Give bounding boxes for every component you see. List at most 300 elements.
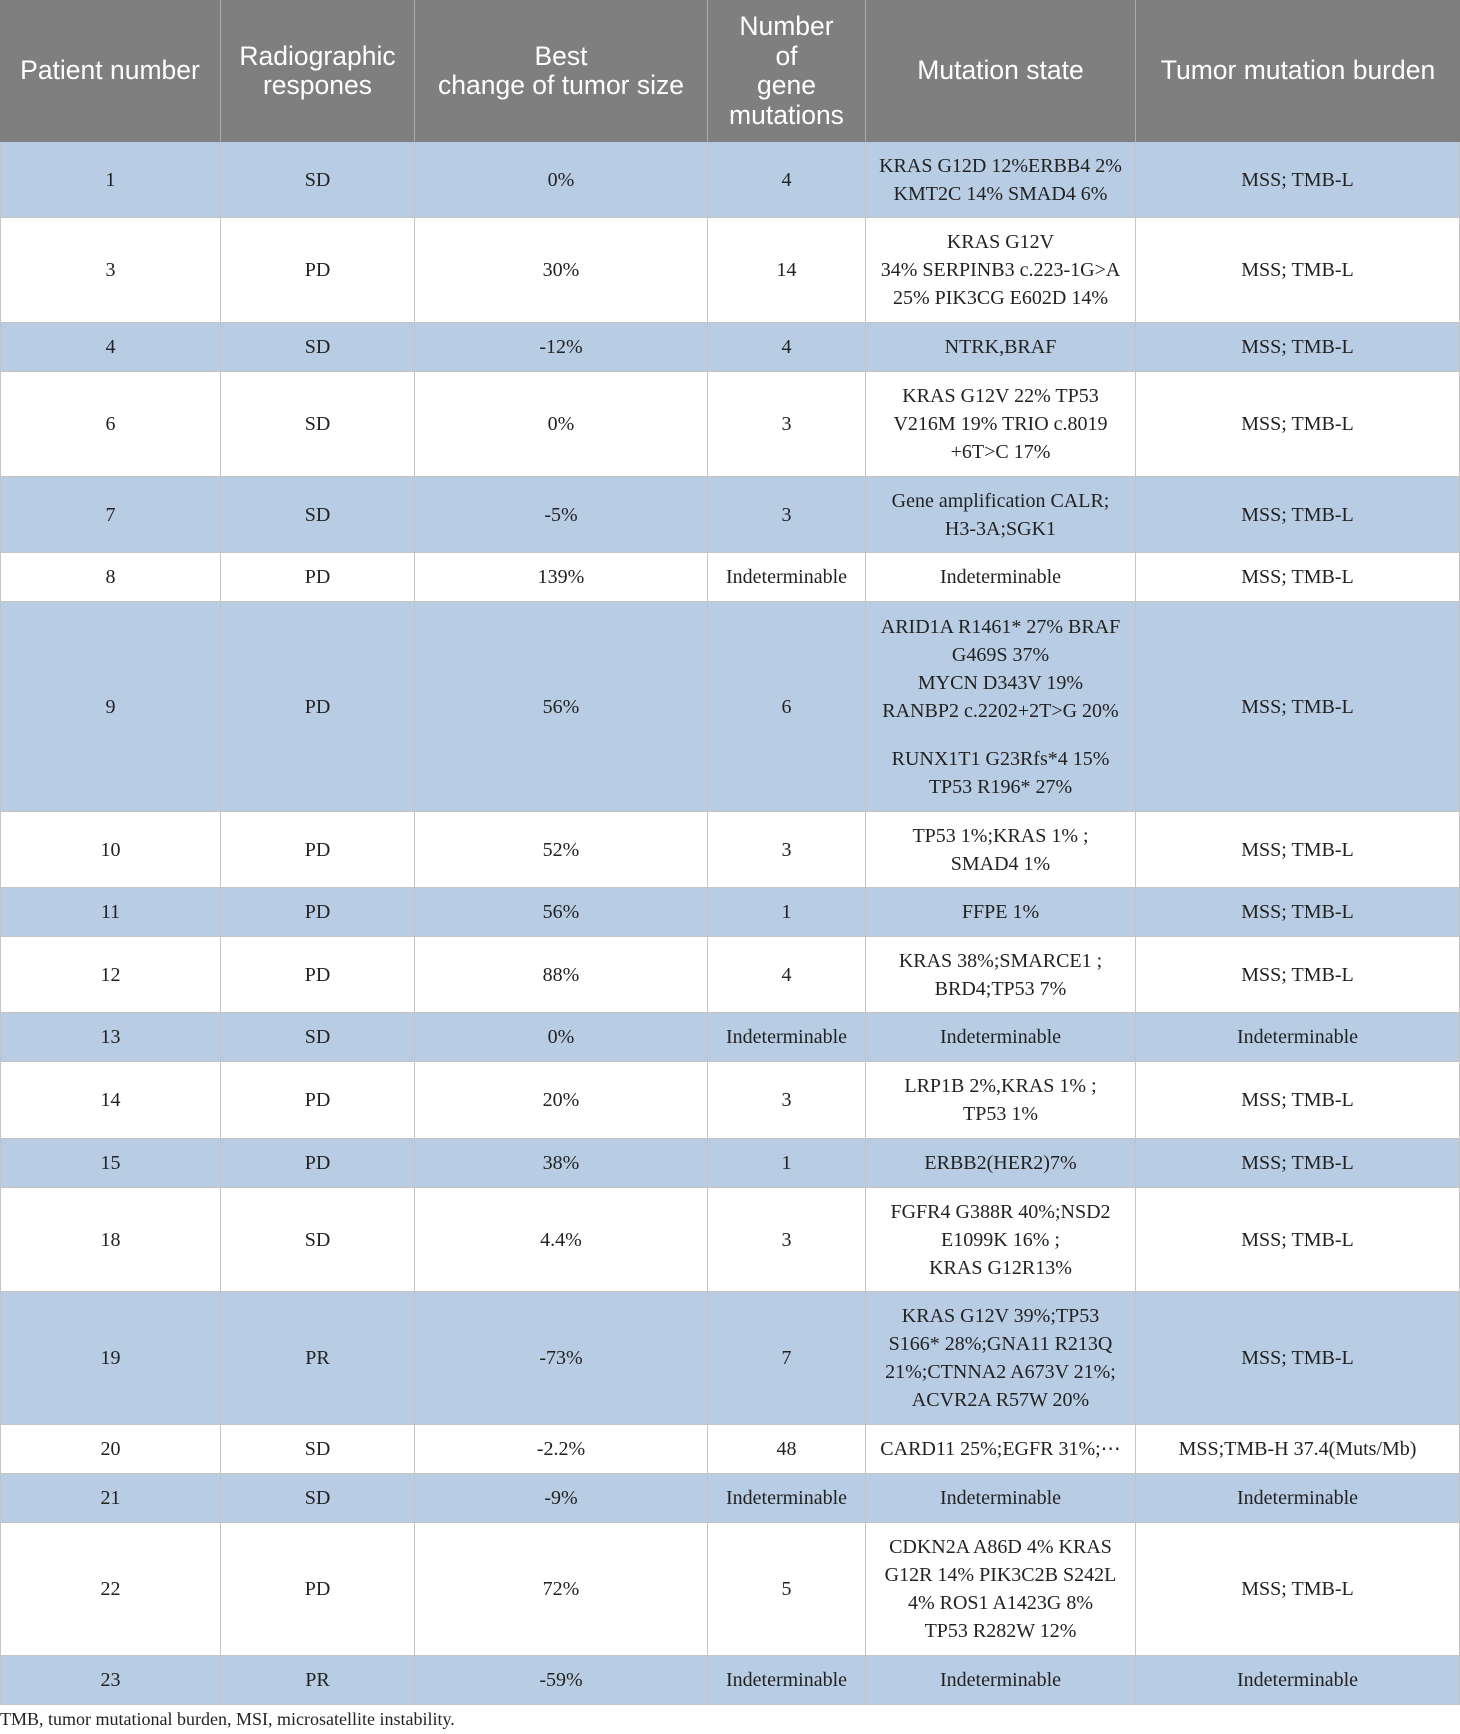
table-row xyxy=(0,218,1460,323)
gene-mutations-cell xyxy=(708,1139,866,1187)
best-change-value: 139% xyxy=(537,566,585,588)
gene-mutations-cell xyxy=(708,372,866,476)
mutation-line: V216M 19% TRIO c.8019 xyxy=(893,413,1108,435)
patient-number-value: 1 xyxy=(105,168,116,191)
mutation-line: ERBB2(HER2)7% xyxy=(924,1152,1077,1174)
header-gene-mutations xyxy=(708,0,866,142)
mutation-line: E1099K 16% ; xyxy=(941,1228,1060,1251)
gene-mutations-cell xyxy=(708,602,866,811)
table-row xyxy=(0,602,1460,812)
radiographic-response-value: SD xyxy=(304,1026,331,1048)
mutation-state-cell xyxy=(866,553,1136,601)
best-change-value: 88% xyxy=(542,963,580,986)
radiographic-response-cell xyxy=(221,372,415,476)
mutation-line: KRAS G12V 39%;TP53 xyxy=(901,1305,1100,1327)
tumor-mutation-burden-cell xyxy=(1136,888,1460,936)
patient-number-cell xyxy=(0,1062,221,1138)
mutation-line: KRAS G12V xyxy=(946,231,1055,253)
header-row xyxy=(0,0,1460,142)
best-change-cell xyxy=(415,812,708,887)
radiographic-response-cell xyxy=(221,1188,415,1291)
best-change-cell xyxy=(415,553,708,601)
mutation-line: SMAD4 1% xyxy=(950,852,1051,875)
mutation-state-cell xyxy=(866,1656,1136,1704)
radiographic-response-cell xyxy=(221,1062,415,1138)
mutation-line: 21%;CTNNA2 A673V 21%; xyxy=(885,1361,1116,1383)
mutation-paragraph xyxy=(890,1198,1110,1282)
radiographic-response-value: SD xyxy=(304,1438,331,1460)
gene-mutations-value: 4 xyxy=(781,336,792,358)
best-change-value: 30% xyxy=(542,259,580,281)
patient-number-value: 18 xyxy=(100,1228,121,1251)
best-change-cell xyxy=(415,323,708,371)
table-row xyxy=(0,142,1460,218)
best-change-value: 56% xyxy=(542,695,580,718)
radiographic-response-value: SD xyxy=(304,503,331,526)
table-row xyxy=(0,553,1460,602)
patient-number-value: 22 xyxy=(100,1578,121,1600)
tumor-mutation-burden-value: MSS; TMB-L xyxy=(1241,336,1354,358)
gene-mutations-value: 3 xyxy=(781,1228,792,1251)
best-change-cell xyxy=(415,142,708,217)
gene-mutations-cell xyxy=(708,142,866,217)
best-change-cell xyxy=(415,1292,708,1424)
header-best-change xyxy=(415,0,708,142)
tumor-mutation-burden-value: MSS; TMB-L xyxy=(1241,1152,1354,1174)
mutation-state-cell xyxy=(866,1425,1136,1473)
best-change-value: -12% xyxy=(539,336,583,358)
header-label-line: respones xyxy=(262,70,372,100)
radiographic-response-value: PD xyxy=(304,838,331,861)
mutation-state-cell xyxy=(866,1139,1136,1187)
best-change-value: 4.4% xyxy=(540,1228,582,1251)
mutation-state-cell xyxy=(866,1292,1136,1424)
best-change-cell xyxy=(415,602,708,811)
radiographic-response-value: SD xyxy=(304,1487,331,1509)
tumor-mutation-burden-value: MSS; TMB-L xyxy=(1241,413,1354,435)
best-change-cell xyxy=(415,1013,708,1061)
tumor-mutation-burden-cell xyxy=(1136,477,1460,552)
mutation-state-cell xyxy=(866,1474,1136,1522)
best-change-cell xyxy=(415,1523,708,1655)
radiographic-response-value: SD xyxy=(304,413,331,435)
header-label-line: Number xyxy=(739,11,834,41)
best-change-value: 56% xyxy=(542,901,580,923)
mutation-paragraph xyxy=(899,947,1102,1003)
radiographic-response-cell xyxy=(221,477,415,552)
best-change-value: -5% xyxy=(544,503,578,526)
best-change-value: 20% xyxy=(542,1089,580,1111)
gene-mutations-cell xyxy=(708,553,866,601)
best-change-cell xyxy=(415,218,708,322)
header-label-line: Best xyxy=(534,40,588,71)
tumor-mutation-burden-cell xyxy=(1136,218,1460,322)
patient-number-value: 8 xyxy=(105,566,116,588)
mutation-paragraph xyxy=(885,1533,1117,1645)
gene-mutations-value: Indeterminable xyxy=(725,1669,848,1691)
radiographic-response-cell xyxy=(221,218,415,322)
tumor-mutation-burden-cell xyxy=(1136,1139,1460,1187)
best-change-value: 38% xyxy=(542,1152,580,1174)
mutation-line: Indeterminable xyxy=(939,1026,1062,1048)
mutation-line: KRAS G12R13% xyxy=(929,1256,1072,1279)
table-row xyxy=(0,1013,1460,1062)
mutation-state-cell xyxy=(866,1523,1136,1655)
mutation-line: CDKN2A A86D 4% KRAS xyxy=(889,1536,1112,1558)
tumor-mutation-burden-value: Indeterminable xyxy=(1236,1487,1359,1509)
header-radiographic-response xyxy=(221,0,415,142)
mutation-state-cell xyxy=(866,812,1136,887)
mutation-line: 34% SERPINB3 c.223-1G>A xyxy=(880,259,1121,281)
mutation-state-cell xyxy=(866,142,1136,217)
mutation-line: FFPE 1% xyxy=(961,901,1040,923)
radiographic-response-value: PD xyxy=(304,566,331,588)
table-row xyxy=(0,937,1460,1013)
tumor-mutation-burden-value: MSS; TMB-L xyxy=(1241,901,1354,923)
tumor-mutation-burden-cell xyxy=(1136,323,1460,371)
gene-mutations-cell xyxy=(708,218,866,322)
mutation-line: LRP1B 2%,KRAS 1% ; xyxy=(904,1075,1097,1097)
patient-number-cell xyxy=(0,1292,221,1424)
header-label-line: mutations xyxy=(729,99,844,130)
mutation-state-cell xyxy=(866,477,1136,552)
mutation-line: Indeterminable xyxy=(939,1669,1062,1691)
table-body xyxy=(0,142,1460,1705)
table-row xyxy=(0,1474,1460,1523)
patient-number-cell xyxy=(0,372,221,476)
tumor-mutation-burden-cell xyxy=(1136,142,1460,217)
patient-number-cell xyxy=(0,218,221,322)
patient-number-value: 11 xyxy=(100,901,121,923)
gene-mutations-cell xyxy=(708,1656,866,1704)
tumor-mutation-burden-cell xyxy=(1136,1474,1460,1522)
tumor-mutation-burden-value: MSS; TMB-L xyxy=(1241,838,1354,861)
table-row xyxy=(0,1062,1460,1139)
best-change-cell xyxy=(415,1474,708,1522)
tumor-mutation-burden-value: MSS; TMB-L xyxy=(1241,695,1354,718)
header-label-line: change of tumor size xyxy=(438,70,684,100)
mutation-line: KRAS G12V 22% TP53 xyxy=(902,385,1099,407)
best-change-cell xyxy=(415,1139,708,1187)
gene-mutations-value: 5 xyxy=(781,1578,792,1600)
patient-number-value: 6 xyxy=(105,413,116,435)
table-row xyxy=(0,1292,1460,1425)
radiographic-response-value: PD xyxy=(304,901,331,923)
patient-number-cell xyxy=(0,1425,221,1473)
header-label-line: Patient number xyxy=(20,55,200,86)
gene-mutations-cell xyxy=(708,1425,866,1473)
best-change-value: 52% xyxy=(542,838,580,861)
gene-mutations-value: 4 xyxy=(781,963,792,986)
mutation-line: S166* 28%;GNA11 R213Q xyxy=(888,1333,1113,1355)
patient-number-cell xyxy=(0,812,221,887)
mutation-state-cell xyxy=(866,372,1136,476)
patient-number-cell xyxy=(0,1656,221,1704)
radiographic-response-value: PR xyxy=(305,1669,330,1691)
radiographic-response-value: PD xyxy=(304,1152,331,1174)
radiographic-response-cell xyxy=(221,888,415,936)
gene-mutations-value: Indeterminable xyxy=(725,1487,848,1509)
tumor-mutation-burden-cell xyxy=(1136,1013,1460,1061)
radiographic-response-cell xyxy=(221,937,415,1012)
mutation-paragraph xyxy=(912,822,1088,878)
tumor-mutation-burden-cell xyxy=(1136,1425,1460,1473)
best-change-cell xyxy=(415,888,708,936)
best-change-value: 0% xyxy=(547,1026,575,1048)
gene-mutations-cell xyxy=(708,812,866,887)
best-change-value: -73% xyxy=(539,1347,583,1369)
mutation-line: CARD11 25%;EGFR 31%;⋯ xyxy=(880,1438,1121,1460)
gene-mutations-cell xyxy=(708,477,866,552)
patient-number-value: 9 xyxy=(105,695,116,718)
gene-mutations-value: Indeterminable xyxy=(725,1026,848,1048)
tumor-mutation-burden-value: MSS; TMB-L xyxy=(1241,168,1354,191)
mutation-line: G12R 14% PIK3C2B S242L xyxy=(884,1564,1117,1586)
patient-number-cell xyxy=(0,553,221,601)
mutation-paragraph xyxy=(893,382,1107,466)
gene-mutations-cell xyxy=(708,1292,866,1424)
best-change-cell xyxy=(415,1062,708,1138)
patient-number-cell xyxy=(0,477,221,552)
mutation-line: ACVR2A R57W 20% xyxy=(911,1389,1090,1411)
best-change-cell xyxy=(415,372,708,476)
best-change-value: 0% xyxy=(547,168,575,191)
tumor-mutation-burden-cell xyxy=(1136,1292,1460,1424)
gene-mutations-value: 48 xyxy=(776,1438,797,1460)
mutation-line: KRAS G12D 12%ERBB4 2% xyxy=(879,154,1122,177)
patient-number-value: 14 xyxy=(100,1089,121,1111)
patient-number-value: 23 xyxy=(100,1669,121,1691)
radiographic-response-cell xyxy=(221,553,415,601)
patient-number-cell xyxy=(0,602,221,811)
tumor-mutation-burden-cell xyxy=(1136,602,1460,811)
best-change-cell xyxy=(415,1656,708,1704)
patient-number-value: 19 xyxy=(100,1347,121,1369)
gene-mutations-value: 7 xyxy=(781,1347,792,1369)
patient-number-value: 12 xyxy=(100,963,121,986)
mutation-line: Indeterminable xyxy=(939,566,1062,588)
tumor-mutation-burden-cell xyxy=(1136,553,1460,601)
mutation-line: G469S 37% xyxy=(951,643,1050,666)
best-change-cell xyxy=(415,1425,708,1473)
best-change-value: 0% xyxy=(547,413,575,435)
mutation-line: KMT2C 14% SMAD4 6% xyxy=(893,182,1108,205)
gene-mutations-cell xyxy=(708,888,866,936)
mutation-line: RUNX1T1 G23Rfs*4 15% xyxy=(891,747,1110,770)
tumor-mutation-burden-cell xyxy=(1136,1062,1460,1138)
patient-number-cell xyxy=(0,937,221,1012)
mutation-paragraph xyxy=(879,152,1122,208)
tumor-mutation-burden-value: MSS; TMB-L xyxy=(1241,1089,1354,1111)
patient-number-value: 20 xyxy=(100,1438,121,1460)
header-label-line: Mutation state xyxy=(917,55,1084,86)
header-tumor-mutation-burden xyxy=(1136,0,1460,142)
best-change-cell xyxy=(415,937,708,1012)
tumor-mutation-burden-value: Indeterminable xyxy=(1236,1026,1359,1048)
patient-number-cell xyxy=(0,1474,221,1522)
mutation-state-cell xyxy=(866,1188,1136,1291)
radiographic-response-cell xyxy=(221,812,415,887)
gene-mutations-value: 3 xyxy=(781,1089,792,1111)
mutation-state-cell xyxy=(866,1013,1136,1061)
mutation-line: Indeterminable xyxy=(939,1487,1062,1509)
tumor-mutation-burden-value: MSS; TMB-L xyxy=(1241,259,1354,281)
radiographic-response-value: SD xyxy=(304,168,331,191)
mutation-line: FGFR4 G388R 40%;NSD2 xyxy=(890,1200,1111,1223)
patient-number-value: 21 xyxy=(100,1487,121,1509)
best-change-cell xyxy=(415,477,708,552)
mutation-paragraph xyxy=(940,1023,1061,1051)
header-patient-number xyxy=(0,0,221,142)
patient-number-cell xyxy=(0,1188,221,1291)
mutation-paragraph xyxy=(904,1072,1096,1128)
tumor-mutation-burden-cell xyxy=(1136,812,1460,887)
mutation-paragraph xyxy=(892,745,1110,801)
radiographic-response-value: SD xyxy=(304,1228,331,1251)
mutation-paragraph xyxy=(892,487,1110,543)
tumor-mutation-burden-cell xyxy=(1136,1188,1460,1291)
header-mutation-state xyxy=(866,0,1136,142)
radiographic-response-value: PD xyxy=(304,259,331,281)
tumor-mutation-burden-value: Indeterminable xyxy=(1236,1669,1359,1691)
mutation-line: TP53 R282W 12% xyxy=(924,1620,1077,1642)
radiographic-response-value: SD xyxy=(304,336,331,358)
mutation-state-cell xyxy=(866,1062,1136,1138)
mutation-line: TP53 1%;KRAS 1% ; xyxy=(912,824,1089,847)
tumor-mutation-burden-value: MSS; TMB-L xyxy=(1241,1228,1354,1251)
radiographic-response-cell xyxy=(221,602,415,811)
mutation-line: TP53 R196* 27% xyxy=(928,775,1073,798)
gene-mutations-value: 6 xyxy=(781,695,792,718)
radiographic-response-value: PD xyxy=(304,1578,331,1600)
mutation-line: BRD4;TP53 7% xyxy=(934,977,1067,1000)
best-change-value: -59% xyxy=(539,1669,583,1691)
patient-number-value: 7 xyxy=(105,503,116,526)
mutation-paragraph xyxy=(885,1302,1116,1414)
patient-number-cell xyxy=(0,1013,221,1061)
tumor-mutation-burden-value: MSS; TMB-L xyxy=(1241,503,1354,526)
mutation-paragraph xyxy=(940,1484,1061,1512)
mutation-paragraph xyxy=(945,333,1057,361)
radiographic-response-value: PR xyxy=(305,1347,330,1369)
gene-mutations-cell xyxy=(708,1062,866,1138)
table-row xyxy=(0,477,1460,553)
gene-mutations-value: 1 xyxy=(781,901,792,923)
mutation-line: H3-3A;SGK1 xyxy=(944,517,1057,540)
gene-mutations-value: Indeterminable xyxy=(725,566,848,588)
patient-number-cell xyxy=(0,142,221,217)
gene-mutations-cell xyxy=(708,1523,866,1655)
tumor-mutation-burden-value: MSS; TMB-L xyxy=(1241,566,1354,588)
header-label-line: gene xyxy=(757,70,816,100)
header-label-line: Tumor mutation burden xyxy=(1160,55,1436,86)
mutation-state-cell xyxy=(866,937,1136,1012)
tumor-mutation-burden-value: MSS; TMB-L xyxy=(1241,1578,1354,1600)
mutation-line: 25% PIK3CG E602D 14% xyxy=(892,287,1108,309)
mutation-state-cell xyxy=(866,323,1136,371)
mutation-line: RANBP2 c.2202+2T>G 20% xyxy=(882,699,1119,722)
mutation-line: NTRK,BRAF xyxy=(944,336,1057,358)
table-row xyxy=(0,372,1460,477)
best-change-value: -2.2% xyxy=(536,1438,586,1460)
patient-number-cell xyxy=(0,1523,221,1655)
mutation-paragraph xyxy=(880,1435,1120,1463)
mutation-line: TP53 1% xyxy=(963,1103,1038,1125)
gene-mutations-cell xyxy=(708,323,866,371)
gene-mutations-value: 4 xyxy=(781,168,792,191)
gene-mutations-value: 14 xyxy=(776,259,797,281)
radiographic-response-value: PD xyxy=(304,1089,331,1111)
mutation-line: Gene amplification CALR; xyxy=(891,489,1110,512)
table-row xyxy=(0,1523,1460,1656)
patient-number-value: 3 xyxy=(105,259,116,281)
tumor-mutation-burden-value: MSS; TMB-L xyxy=(1241,963,1354,986)
radiographic-response-value: PD xyxy=(304,695,331,718)
gene-mutations-cell xyxy=(708,1013,866,1061)
radiographic-response-cell xyxy=(221,1474,415,1522)
tumor-mutation-burden-value: MSS;TMB-H 37.4(Muts/Mb) xyxy=(1178,1438,1417,1460)
table-row xyxy=(0,1656,1460,1705)
table-footnote: TMB, tumor mutational burden, MSI, microsatellite instability. xyxy=(0,1709,455,1729)
mutation-paragraph xyxy=(940,563,1061,591)
table-row xyxy=(0,888,1460,937)
gene-mutations-value: 3 xyxy=(781,838,792,861)
radiographic-response-cell xyxy=(221,1013,415,1061)
radiographic-response-cell xyxy=(221,1292,415,1424)
mutation-paragraph xyxy=(940,1666,1061,1694)
patient-number-value: 10 xyxy=(100,838,121,861)
gene-mutations-value: 1 xyxy=(781,1152,792,1174)
radiographic-response-cell xyxy=(221,1523,415,1655)
gene-mutations-value: 3 xyxy=(781,413,792,435)
patient-number-cell xyxy=(0,1139,221,1187)
patient-number-value: 4 xyxy=(105,336,116,358)
best-change-value: 72% xyxy=(542,1578,580,1600)
table-row xyxy=(0,1425,1460,1474)
best-change-value: -9% xyxy=(544,1487,578,1509)
mutation-state-cell xyxy=(866,888,1136,936)
patient-number-cell xyxy=(0,323,221,371)
patient-number-cell xyxy=(0,888,221,936)
radiographic-response-cell xyxy=(221,323,415,371)
gene-mutations-cell xyxy=(708,1474,866,1522)
best-change-cell xyxy=(415,1188,708,1291)
mutation-line: 4% ROS1 A1423G 8% xyxy=(907,1592,1093,1614)
radiographic-response-cell xyxy=(221,142,415,217)
tumor-mutation-burden-cell xyxy=(1136,1656,1460,1704)
patient-number-value: 13 xyxy=(100,1026,121,1048)
mutation-paragraph xyxy=(881,228,1121,312)
mutation-line: +6T>C 17% xyxy=(950,441,1051,463)
header-label-line: Radiographic xyxy=(239,40,396,71)
radiographic-response-cell xyxy=(221,1139,415,1187)
tumor-mutation-burden-value: MSS; TMB-L xyxy=(1241,1347,1354,1369)
mutation-state-cell xyxy=(866,602,1136,811)
table-row xyxy=(0,1139,1460,1188)
header-label-line: of xyxy=(775,40,798,71)
gene-mutations-value: 3 xyxy=(781,503,792,526)
tumor-mutation-burden-cell xyxy=(1136,937,1460,1012)
mutation-state-cell xyxy=(866,218,1136,322)
table-row xyxy=(0,323,1460,372)
gene-mutations-cell xyxy=(708,1188,866,1291)
mutation-paragraph xyxy=(962,898,1039,926)
mutation-line: MYCN D343V 19% xyxy=(917,671,1084,694)
mutation-line: ARID1A R1461* 27% BRAF xyxy=(880,615,1121,638)
gene-mutations-cell xyxy=(708,937,866,1012)
patient-number-value: 15 xyxy=(100,1152,121,1174)
radiographic-response-value: PD xyxy=(304,963,331,986)
